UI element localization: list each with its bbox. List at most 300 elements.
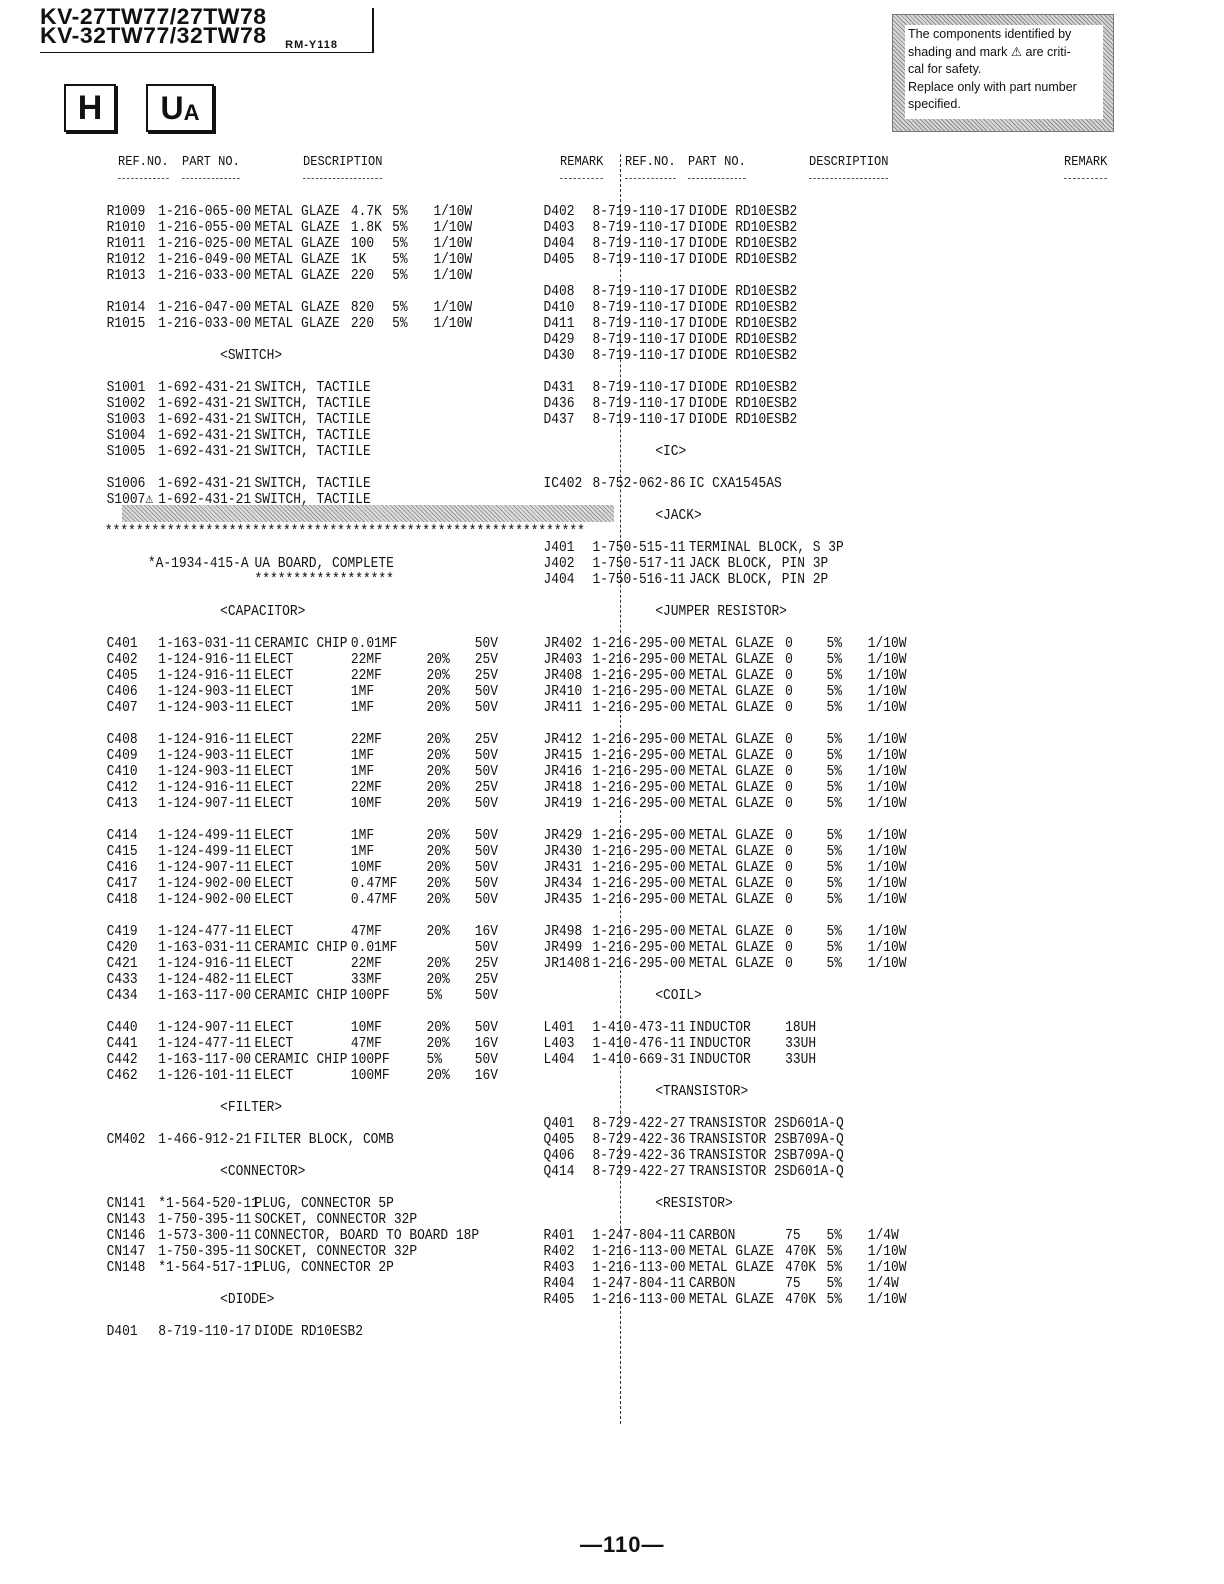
- ref-number: L403: [543, 1035, 575, 1052]
- part-number: 1-216-295-00: [592, 731, 686, 748]
- part-number: 1-124-916-11: [158, 779, 252, 796]
- rating: 25V: [474, 971, 498, 988]
- left-header-remark: REMARK: [560, 154, 604, 170]
- column-headers: [0, 154, 1224, 184]
- ref-number: JR408: [543, 667, 583, 684]
- part-number: 8-719-110-17: [592, 411, 686, 428]
- value: 0: [785, 875, 793, 892]
- ref-number: C417: [106, 875, 138, 892]
- ref-number: CN147: [106, 1243, 146, 1260]
- right-header-desc: DESCRIPTION: [809, 154, 889, 170]
- value: 47MF: [350, 1035, 382, 1052]
- section-heading-text: <DIODE>: [220, 1291, 275, 1308]
- rating: 16V: [474, 1067, 498, 1084]
- part-number: 1-216-295-00: [592, 747, 686, 764]
- ref-number: C421: [106, 955, 138, 972]
- ref-number: D436: [543, 395, 575, 412]
- ref-number: D402: [543, 203, 575, 220]
- part-number: 1-692-431-21: [158, 411, 252, 428]
- rating: 1/10W: [867, 731, 907, 748]
- section-heading-text: <CONNECTOR>: [220, 1163, 306, 1180]
- part-number: 8-729-422-27: [592, 1115, 686, 1132]
- value: 1.8K: [350, 219, 382, 236]
- description: ELECT: [254, 683, 294, 700]
- page-number: —110—: [580, 1532, 665, 1557]
- board-stars-text: ******************: [254, 571, 394, 588]
- description: METAL GLAZE: [688, 635, 775, 652]
- value: 820: [350, 299, 375, 316]
- value: 47MF: [350, 923, 382, 940]
- tolerance: 5%: [426, 987, 443, 1004]
- description: FILTER BLOCK, COMB: [254, 1131, 394, 1148]
- value: 0: [785, 939, 793, 956]
- tolerance: 5%: [826, 683, 842, 700]
- rating: 1/10W: [867, 923, 907, 940]
- description: SOCKET, CONNECTOR 32P: [254, 1243, 418, 1260]
- rating: 25V: [474, 667, 498, 684]
- part-number: 1-216-295-00: [592, 667, 686, 684]
- ref-number: S1005: [106, 443, 146, 460]
- rating: 1/10W: [867, 843, 907, 860]
- part-number: 1-216-295-00: [592, 843, 686, 860]
- description: METAL GLAZE: [688, 795, 775, 812]
- rating: 50V: [474, 699, 498, 716]
- rating: 1/10W: [433, 219, 473, 236]
- part-number: 1-750-517-11: [592, 555, 686, 572]
- ref-number: R405: [543, 1291, 575, 1308]
- value: 22MF: [350, 651, 382, 668]
- tolerance: 5%: [392, 251, 408, 268]
- ref-number: J404: [543, 571, 575, 588]
- safety-line-2: shading and mark ⚠ are criti-: [908, 44, 1071, 59]
- part-number: 1-124-916-11: [158, 955, 252, 972]
- description: CERAMIC CHIP: [254, 939, 348, 956]
- tolerance: 5%: [826, 763, 842, 780]
- value: 0: [785, 923, 793, 940]
- rating: 25V: [474, 731, 498, 748]
- safety-note-text: [905, 25, 1103, 119]
- ref-number: C407: [106, 699, 138, 716]
- ref-number: C412: [106, 779, 138, 796]
- description: METAL GLAZE: [254, 203, 340, 220]
- ref-number: D403: [543, 219, 575, 236]
- description: CONNECTOR, BOARD TO BOARD 18P: [254, 1227, 480, 1244]
- ref-number: JR418: [543, 779, 583, 796]
- rating: 1/10W: [867, 779, 907, 796]
- part-number: 1-692-431-21: [158, 491, 252, 508]
- part-number: 1-692-431-21: [158, 443, 252, 460]
- part-number: 8-719-110-17: [592, 251, 686, 268]
- value: 0.01MF: [350, 635, 398, 652]
- part-number: 1-410-669-31: [592, 1051, 686, 1068]
- ref-number: C413: [106, 795, 138, 812]
- tolerance: 20%: [426, 651, 450, 668]
- part-number: 8-719-110-17: [592, 283, 686, 300]
- value: 0.01MF: [350, 939, 398, 956]
- part-number: 1-410-476-11: [592, 1035, 686, 1052]
- rating: 25V: [474, 651, 498, 668]
- tolerance: 5%: [826, 795, 842, 812]
- part-number: 1-216-295-00: [592, 827, 686, 844]
- value: 0: [785, 843, 793, 860]
- description: SWITCH, TACTILE: [254, 491, 371, 508]
- part-number: 1-247-804-11: [592, 1227, 686, 1244]
- ref-number: D405: [543, 251, 575, 268]
- value: 0.47MF: [350, 875, 398, 892]
- description: DIODE RD10ESB2: [688, 219, 798, 236]
- description: DIODE RD10ESB2: [688, 331, 798, 348]
- description: METAL GLAZE: [688, 779, 775, 796]
- value: 0: [785, 699, 793, 716]
- part-number: 8-719-110-17: [592, 347, 686, 364]
- part-number: 1-216-025-00: [158, 235, 252, 252]
- part-number: 1-124-902-00: [158, 891, 252, 908]
- value: 0: [785, 667, 793, 684]
- description: METAL GLAZE: [688, 875, 775, 892]
- safety-line-5: specified.: [908, 97, 961, 111]
- section-heading-text: <CAPACITOR>: [220, 603, 306, 620]
- left-header-ref: REF.NO.: [118, 154, 169, 170]
- tolerance: 20%: [426, 955, 450, 972]
- tolerance: 5%: [826, 699, 842, 716]
- description: SWITCH, TACTILE: [254, 379, 371, 396]
- part-number: 1-410-473-11: [592, 1019, 686, 1036]
- part-number: 1-216-055-00: [158, 219, 252, 236]
- part-number: 1-163-117-00: [158, 1051, 252, 1068]
- description: ELECT: [254, 955, 294, 972]
- section-heading-text: <RESISTOR>: [655, 1195, 733, 1212]
- tolerance: 20%: [426, 875, 450, 892]
- part-number: 1-216-295-00: [592, 651, 686, 668]
- tolerance: 5%: [392, 219, 408, 236]
- rating: 25V: [474, 955, 498, 972]
- tolerance: 5%: [826, 1291, 842, 1308]
- part-number: 1-750-515-11: [592, 539, 686, 556]
- model-header: [40, 4, 374, 53]
- value: 1MF: [350, 683, 375, 700]
- tolerance: 5%: [426, 1051, 443, 1068]
- description: METAL GLAZE: [688, 747, 775, 764]
- rating: 1/10W: [433, 251, 473, 268]
- ref-number: CN148: [106, 1259, 146, 1276]
- rating: 1/10W: [433, 315, 473, 332]
- ref-number: R1014: [106, 299, 146, 316]
- rating: 1/10W: [867, 1259, 907, 1276]
- description: METAL GLAZE: [688, 683, 775, 700]
- tolerance: 20%: [426, 795, 450, 812]
- value: 4.7K: [350, 203, 382, 220]
- part-number: 8-719-110-17: [592, 219, 686, 236]
- description: METAL GLAZE: [254, 235, 340, 252]
- tolerance: 5%: [826, 891, 842, 908]
- value: 0: [785, 763, 793, 780]
- tolerance: 5%: [392, 299, 408, 316]
- rating: 16V: [474, 923, 498, 940]
- ref-number: C419: [106, 923, 138, 940]
- rating: 50V: [474, 987, 498, 1004]
- tolerance: 20%: [426, 731, 450, 748]
- part-number: 1-163-031-11: [158, 939, 252, 956]
- description: INDUCTOR: [688, 1035, 751, 1052]
- tolerance: 5%: [392, 203, 408, 220]
- ref-number: C434: [106, 987, 138, 1004]
- part-number: 1-216-033-00: [158, 315, 252, 332]
- ref-number: R404: [543, 1275, 575, 1292]
- rating: 1/10W: [867, 763, 907, 780]
- part-number: 1-126-101-11: [158, 1067, 252, 1084]
- ref-number: JR429: [543, 827, 583, 844]
- ref-number: R402: [543, 1243, 575, 1260]
- ref-number: S1006: [106, 475, 146, 492]
- safety-line-1: The components identified by: [908, 27, 1072, 41]
- part-number: 8-719-110-17: [592, 315, 686, 332]
- rating: 1/10W: [867, 667, 907, 684]
- description: TRANSISTOR 2SB709A-Q: [688, 1147, 844, 1164]
- ref-number: C401: [106, 635, 138, 652]
- tolerance: 20%: [426, 1067, 450, 1084]
- description: METAL GLAZE: [688, 923, 775, 940]
- description: CERAMIC CHIP: [254, 635, 348, 652]
- ref-number: JR415: [543, 747, 583, 764]
- rating: 1/10W: [867, 1291, 907, 1308]
- tolerance: 5%: [826, 1243, 842, 1260]
- part-number: 1-216-295-00: [592, 859, 686, 876]
- part-number: 1-216-113-00: [592, 1259, 686, 1276]
- tolerance: 5%: [826, 827, 842, 844]
- description: METAL GLAZE: [688, 859, 775, 876]
- tolerance: 20%: [426, 747, 450, 764]
- rating: 50V: [474, 875, 498, 892]
- ref-number: JR411: [543, 699, 583, 716]
- value: 100PF: [350, 987, 390, 1004]
- part-number: 8-719-110-17: [592, 395, 686, 412]
- board-box-ua: [146, 84, 214, 132]
- rating: 50V: [474, 827, 498, 844]
- part-number: 1-692-431-21: [158, 395, 252, 412]
- ref-number: JR498: [543, 923, 583, 940]
- description: METAL GLAZE: [254, 315, 340, 332]
- ref-number: CN141: [106, 1195, 146, 1212]
- value: 0: [785, 683, 793, 700]
- part-number: 8-719-110-17: [592, 331, 686, 348]
- part-number: 1-124-477-11: [158, 1035, 252, 1052]
- description: ELECT: [254, 891, 294, 908]
- value: 0: [785, 795, 793, 812]
- tolerance: 5%: [392, 235, 408, 252]
- description: METAL GLAZE: [688, 699, 775, 716]
- tolerance: 20%: [426, 859, 450, 876]
- ref-number: D401: [106, 1323, 138, 1340]
- value: 1MF: [350, 827, 375, 844]
- rating: 25V: [474, 779, 498, 796]
- separator-stars-text: **************************************************************: [104, 523, 585, 540]
- ref-number: JR410: [543, 683, 583, 700]
- part-number: 1-216-113-00: [592, 1243, 686, 1260]
- rating: 50V: [474, 939, 498, 956]
- ref-number: R1009: [106, 203, 146, 220]
- part-number: 8-729-422-36: [592, 1131, 686, 1148]
- part-number: 1-216-295-00: [592, 955, 686, 972]
- part-number: 1-216-113-00: [592, 1291, 686, 1308]
- rating: 50V: [474, 747, 498, 764]
- tolerance: 5%: [826, 923, 842, 940]
- description: ELECT: [254, 1019, 294, 1036]
- description: ELECT: [254, 1067, 294, 1084]
- description: DIODE RD10ESB2: [688, 235, 798, 252]
- ref-number: R1013: [106, 267, 146, 284]
- value: 0: [785, 827, 793, 844]
- description: METAL GLAZE: [254, 299, 340, 316]
- part-number: 1-124-902-00: [158, 875, 252, 892]
- part-number: 1-216-295-00: [592, 779, 686, 796]
- description: SWITCH, TACTILE: [254, 411, 371, 428]
- part-number: 1-124-903-11: [158, 683, 252, 700]
- ref-number: C405: [106, 667, 138, 684]
- description: INDUCTOR: [688, 1051, 751, 1068]
- part-number: 1-124-916-11: [158, 651, 252, 668]
- section-heading-text: <COIL>: [655, 987, 702, 1004]
- ref-number: S1002: [106, 395, 146, 412]
- tolerance: 5%: [826, 1227, 842, 1244]
- description: SWITCH, TACTILE: [254, 475, 371, 492]
- description: METAL GLAZE: [688, 939, 775, 956]
- part-number: 1-124-907-11: [158, 795, 252, 812]
- part-number: 1-216-295-00: [592, 635, 686, 652]
- section-box-h: [64, 84, 116, 132]
- description: DIODE RD10ESB2: [688, 251, 798, 268]
- safety-line-4: Replace only with part number: [908, 79, 1077, 94]
- tolerance: 20%: [426, 971, 450, 988]
- description: METAL GLAZE: [688, 1291, 775, 1308]
- tolerance: 5%: [826, 651, 842, 668]
- right-header-remark: REMARK: [1064, 154, 1108, 170]
- rating: 1/10W: [433, 235, 473, 252]
- ref-number: C441: [106, 1035, 138, 1052]
- part-number: 1-124-482-11: [158, 971, 252, 988]
- ref-number: R1012: [106, 251, 146, 268]
- part-number: 1-216-295-00: [592, 875, 686, 892]
- remote-model: RM-Y118: [285, 39, 338, 51]
- part-number: 1-216-295-00: [592, 923, 686, 940]
- value: 10MF: [350, 859, 382, 876]
- value: 100: [350, 235, 375, 252]
- rating: 50V: [474, 635, 498, 652]
- value: 1MF: [350, 763, 375, 780]
- ref-number: L401: [543, 1019, 575, 1036]
- rating: 1/10W: [867, 939, 907, 956]
- description: SWITCH, TACTILE: [254, 443, 371, 460]
- description: TRANSISTOR 2SD601A-Q: [688, 1115, 844, 1132]
- tolerance: 5%: [826, 859, 842, 876]
- value: 1K: [350, 251, 367, 268]
- part-number: 1-163-117-00: [158, 987, 252, 1004]
- rating: 1/10W: [867, 651, 907, 668]
- part-number: 1-692-431-21: [158, 379, 252, 396]
- board-part-number: *A-1934-415-A: [147, 555, 249, 572]
- part-number: 1-124-499-11: [158, 843, 252, 860]
- rating: 50V: [474, 859, 498, 876]
- part-number: 8-729-422-36: [592, 1147, 686, 1164]
- description: METAL GLAZE: [688, 651, 775, 668]
- value: 0: [785, 955, 793, 972]
- ref-number: S1001: [106, 379, 146, 396]
- part-number: 1-124-903-11: [158, 747, 252, 764]
- part-number: 1-216-295-00: [592, 683, 686, 700]
- ref-number: Q406: [543, 1147, 575, 1164]
- tolerance: 5%: [826, 667, 842, 684]
- value: 22MF: [350, 667, 382, 684]
- ref-number: JR1408: [543, 955, 590, 972]
- tolerance: 5%: [826, 635, 842, 652]
- description: INDUCTOR: [688, 1019, 751, 1036]
- ref-number: C420: [106, 939, 138, 956]
- tolerance: 5%: [826, 939, 842, 956]
- part-number: 1-124-916-11: [158, 667, 252, 684]
- description: ELECT: [254, 795, 294, 812]
- section-letter: H: [77, 88, 103, 127]
- ref-number: CM402: [106, 1131, 146, 1148]
- ref-number: JR499: [543, 939, 583, 956]
- ref-number: S1003: [106, 411, 146, 428]
- part-number: 1-163-031-11: [158, 635, 252, 652]
- value: 22MF: [350, 731, 382, 748]
- description: ELECT: [254, 859, 294, 876]
- ref-number: C406: [106, 683, 138, 700]
- description: METAL GLAZE: [688, 955, 775, 972]
- ref-number: JR435: [543, 891, 583, 908]
- part-number: 1-750-395-11: [158, 1211, 252, 1228]
- section-heading-text: <FILTER>: [220, 1099, 283, 1116]
- section-heading-text: <IC>: [655, 443, 687, 460]
- ref-number: D410: [543, 299, 575, 316]
- right-header-part: PART NO.: [688, 154, 746, 170]
- part-number: 1-750-516-11: [592, 571, 686, 588]
- ref-number: S1004: [106, 427, 146, 444]
- ref-number: S1007⚠: [106, 491, 154, 508]
- ref-number: D429: [543, 331, 575, 348]
- model-line-1: KV-27TW77/27TW78: [40, 4, 267, 29]
- part-number: 1-750-395-11: [158, 1243, 252, 1260]
- tolerance: 5%: [826, 731, 842, 748]
- tolerance: 20%: [426, 1019, 450, 1036]
- ref-number: C415: [106, 843, 138, 860]
- tolerance: 5%: [826, 1259, 842, 1276]
- part-number: 1-124-477-11: [158, 923, 252, 940]
- rating: 16V: [474, 1035, 498, 1052]
- ref-number: D411: [543, 315, 575, 332]
- rating: 50V: [474, 683, 498, 700]
- description: TRANSISTOR 2SD601A-Q: [688, 1163, 844, 1180]
- part-number: 8-752-062-86: [592, 475, 686, 492]
- description: ELECT: [254, 667, 294, 684]
- description: SWITCH, TACTILE: [254, 395, 371, 412]
- ref-number: C414: [106, 827, 138, 844]
- part-number: 1-124-916-11: [158, 731, 252, 748]
- left-header-part: PART NO.: [182, 154, 240, 170]
- ref-number: C408: [106, 731, 138, 748]
- rating: 50V: [474, 1051, 498, 1068]
- description: METAL GLAZE: [254, 251, 340, 268]
- description: SWITCH, TACTILE: [254, 427, 371, 444]
- description: CERAMIC CHIP: [254, 1051, 348, 1068]
- part-number: 1-216-065-00: [158, 203, 252, 220]
- tolerance: 20%: [426, 667, 450, 684]
- description: IC CXA1545AS: [688, 475, 782, 492]
- description: JACK BLOCK, PIN 2P: [688, 571, 829, 588]
- description: METAL GLAZE: [688, 1243, 775, 1260]
- value: 100PF: [350, 1051, 390, 1068]
- part-number: 1-216-047-00: [158, 299, 252, 316]
